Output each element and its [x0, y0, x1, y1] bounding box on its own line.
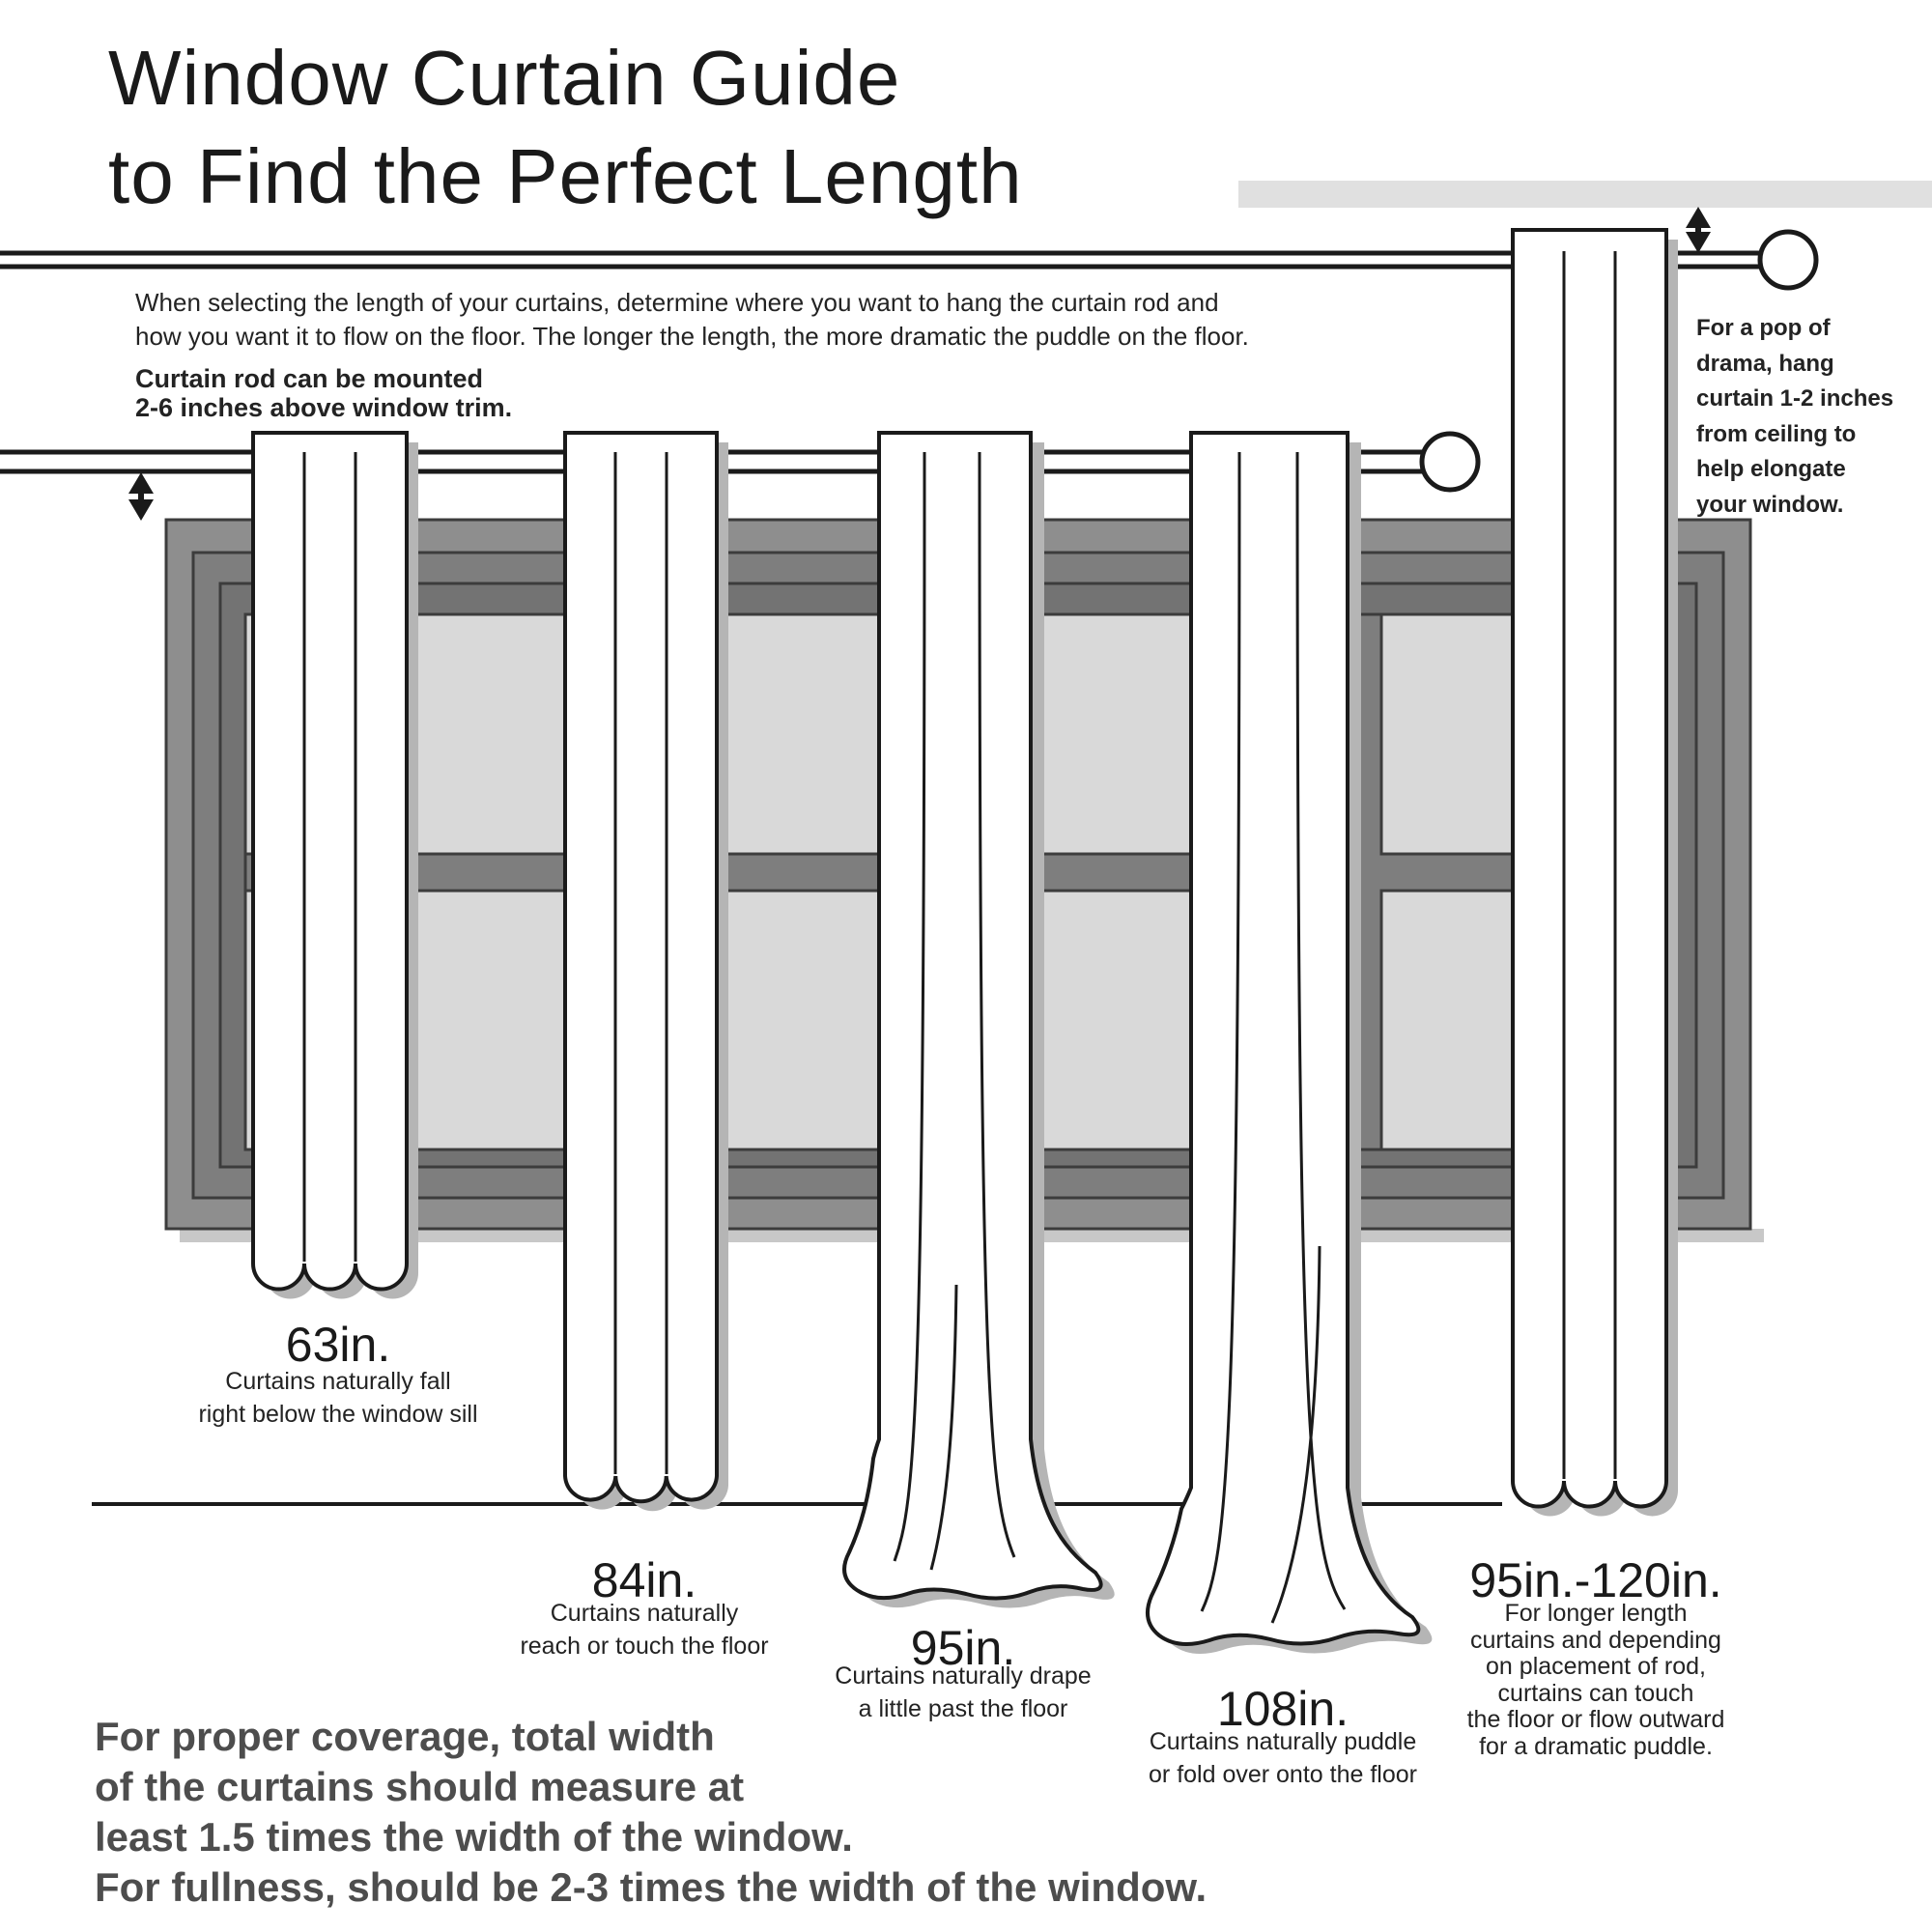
curtain-description-line: Curtains naturally drape [835, 1662, 1092, 1690]
curtain-description-line: on placement of rod, [1486, 1653, 1706, 1680]
ceiling-bar [1238, 181, 1932, 208]
curtain-description-line: For longer length [1504, 1600, 1688, 1627]
curtain-length-label-95in: 95in. [910, 1621, 1016, 1675]
width-guidance-line: For fullness, should be 2-3 times the width of the window. [95, 1864, 1208, 1910]
curtain-length-label-63in: 63in. [285, 1318, 391, 1372]
rod-mount-note-line: 2-6 inches above window trim. [135, 393, 513, 422]
intro-text [135, 286, 1249, 354]
high-curtain-rod [0, 253, 1760, 267]
curtain-description-line: a little past the floor [858, 1695, 1068, 1722]
curtain-description-95in-120in [1335, 1601, 1857, 1760]
curtain-description-line: curtains can touch [1497, 1679, 1694, 1707]
curtain-body [253, 433, 407, 1290]
curtain-description-line: reach or touch the floor [520, 1633, 769, 1660]
width-guidance-line: For proper coverage, total width [95, 1714, 715, 1759]
intro-line: how you want it to flow on the floor. The longer the length, the more dramatic the puddle on the floor. [135, 322, 1249, 351]
curtain-description-line: Curtains naturally [550, 1600, 739, 1627]
curtain-length-label-84in: 84in. [591, 1553, 697, 1607]
rod-finial [1422, 434, 1478, 490]
rod-mount-note-line: Curtain rod can be mounted [135, 364, 484, 393]
rod-mount-note [135, 364, 512, 422]
curtain-description-line: Curtains naturally puddle [1149, 1728, 1417, 1755]
curtain-description-63in [77, 1365, 599, 1431]
page-title-line: Window Curtain Guide [108, 35, 901, 121]
curtain-description-line: Curtains naturally fall [225, 1368, 451, 1395]
curtain-length-label-108in: 108in. [1216, 1682, 1350, 1736]
rod-finial [1760, 232, 1816, 288]
curtain-body [1513, 230, 1666, 1507]
ceiling-hang-note-line: drama, hang [1696, 350, 1834, 377]
curtain-63in [253, 433, 418, 1299]
intro-line: When selecting the length of your curtains, determine where you want to hang the curtain rod and [135, 288, 1219, 317]
up-down-arrow-icon [128, 472, 154, 521]
curtain-description-line: curtains and depending [1470, 1626, 1721, 1654]
width-guidance-line: least 1.5 times the width of the window. [95, 1814, 853, 1860]
ceiling-hang-note-line: from ceiling to [1696, 420, 1857, 447]
up-down-arrow-icon [1686, 207, 1711, 253]
ceiling-hang-note-line: curtain 1-2 inches [1696, 385, 1894, 412]
curtain-description-line: for a dramatic puddle. [1479, 1732, 1713, 1760]
curtain-95in-120in [1513, 230, 1678, 1517]
curtain-description-line: or fold over onto the floor [1149, 1761, 1417, 1788]
page-title-line: to Find the Perfect Length [108, 133, 1023, 219]
width-guidance-note [95, 1712, 1207, 1913]
ceiling-hang-note-line: your window. [1696, 491, 1844, 518]
curtain-description-line: right below the window sill [198, 1401, 478, 1428]
width-guidance-line: of the curtains should measure at [95, 1764, 745, 1809]
ceiling-hang-note-line: help elongate [1696, 456, 1846, 482]
curtain-description-line: the floor or flow outward [1466, 1706, 1725, 1733]
page-title [108, 29, 1023, 226]
curtain-length-label-95in-120in: 95in.-120in. [1469, 1553, 1722, 1607]
ceiling-hang-note [1696, 311, 1893, 523]
ceiling-hang-note-line: For a pop of [1696, 315, 1831, 341]
